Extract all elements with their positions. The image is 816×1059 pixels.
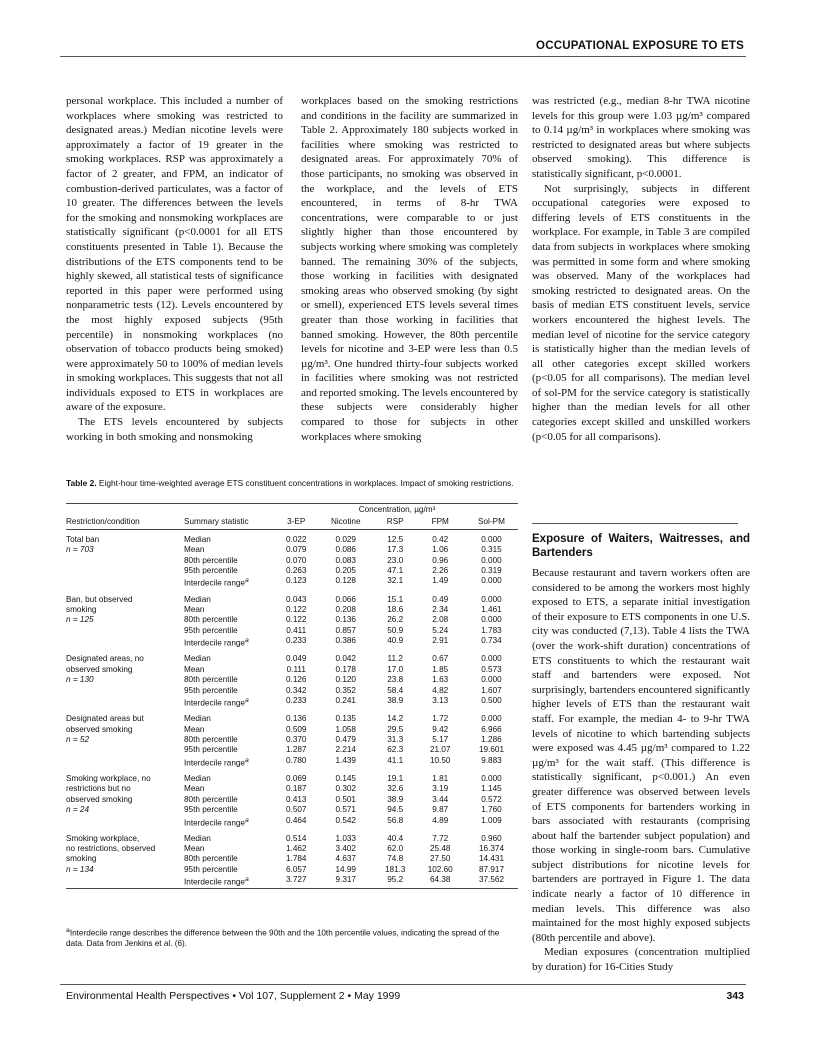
value-cell: 1.607 xyxy=(481,685,502,695)
value-cell: 1.009 xyxy=(481,815,502,825)
value-cell: 1.287 xyxy=(286,745,307,755)
value-cell: 0.136 xyxy=(286,714,307,724)
table-row xyxy=(66,805,518,815)
column-header: Summary statistic xyxy=(184,516,276,529)
value-cell: 1.81 xyxy=(432,773,449,783)
value-cell: 0.000 xyxy=(481,773,502,783)
footnote-marker: a xyxy=(245,876,249,884)
value-cell: 14.431 xyxy=(478,854,504,864)
value-cell: 1.06 xyxy=(432,545,449,555)
condition-cell: n = 134 xyxy=(66,864,94,874)
value-cell: 0.069 xyxy=(286,773,307,783)
table-row xyxy=(66,844,518,854)
value-cell: 2.214 xyxy=(335,745,356,755)
paragraph: Median exposures (concentration multiplied by duration) for 16-Cities Study xyxy=(532,946,750,974)
value-cell: 0.370 xyxy=(286,734,307,744)
value-cell: 25.48 xyxy=(429,844,451,854)
table-2 xyxy=(66,503,518,889)
value-cell: 1.286 xyxy=(481,734,502,744)
value-cell: 0.571 xyxy=(335,805,356,815)
value-cell: 74.8 xyxy=(387,854,404,864)
column-header: Sol-PM xyxy=(465,516,518,529)
value-cell: 0.000 xyxy=(481,534,502,544)
condition-cell: observed smoking xyxy=(66,794,133,804)
value-cell: 0.083 xyxy=(335,555,356,565)
footnote-text: Interdecile range describes the difference between the 90th and the 10th percentile values, indicating the spread of the data. Data from Jenkins et al. (6). xyxy=(66,928,500,949)
data-table xyxy=(66,503,518,889)
table-row xyxy=(66,675,518,685)
table-caption-text: Eight-hour time-weighted average ETS constituent concentrations in workplaces. Impact of smoking restrictions. xyxy=(98,478,514,488)
body-column-3-bottom xyxy=(532,523,750,975)
value-cell: 2.08 xyxy=(432,615,449,625)
value-cell: 0.780 xyxy=(286,755,307,765)
value-cell: 0.111 xyxy=(286,664,306,674)
value-cell: 0.572 xyxy=(481,794,502,804)
column-header: FPM xyxy=(415,516,464,529)
table-row xyxy=(66,615,518,625)
value-cell: 1.760 xyxy=(481,805,502,815)
value-cell: 0.079 xyxy=(286,545,307,555)
value-cell: 18.6 xyxy=(387,604,404,614)
condition-cell: smoking xyxy=(66,604,97,614)
table-row xyxy=(66,756,518,769)
value-cell: 0.000 xyxy=(481,594,502,604)
column-header: 3-EP xyxy=(276,516,317,529)
paragraph: was restricted (e.g., median 8-hr TWA nicotine levels for this group were 1.03 µg/m³ compared to 0.14 µg/m³ in workplaces where smoking was restricted to designated areas but where subjects observed smoking). This difference is statistically significant, p<0.0001. xyxy=(532,95,750,180)
value-cell: 0.128 xyxy=(335,576,356,586)
condition-cell: n = 24 xyxy=(66,805,89,815)
value-cell: 0.96 xyxy=(432,555,449,565)
value-cell: 1.033 xyxy=(335,833,356,843)
value-cell: 1.439 xyxy=(335,755,356,765)
value-cell: 14.2 xyxy=(387,714,404,724)
value-cell: 38.9 xyxy=(387,695,404,705)
table-row xyxy=(66,545,518,555)
condition-cell xyxy=(66,636,184,649)
value-cell: 23.0 xyxy=(387,555,404,565)
statistic-cell: Interdecile range$^a$ xyxy=(184,756,249,768)
condition-cell: smoking xyxy=(66,854,97,864)
value-cell: 0.507 xyxy=(286,805,307,815)
value-cell: 6.057 xyxy=(286,864,307,874)
value-cell: 1.462 xyxy=(286,844,307,854)
value-cell: 7.72 xyxy=(432,833,449,843)
value-cell: 0.000 xyxy=(481,555,502,565)
condition-cell: observed smoking xyxy=(66,724,133,734)
statistic-cell: Interdecile range$^a$ xyxy=(184,696,249,708)
value-cell: 0.000 xyxy=(481,714,502,724)
value-cell: 0.479 xyxy=(335,734,356,744)
statistic-cell: 95th percentile xyxy=(184,805,238,815)
value-cell: 0.319 xyxy=(481,566,502,576)
value-cell: 0.352 xyxy=(335,685,356,695)
statistic-cell: 95th percentile xyxy=(184,566,238,576)
value-cell: 1.058 xyxy=(335,724,356,734)
table-row xyxy=(66,745,518,755)
value-cell: 1.85 xyxy=(432,664,449,674)
value-cell: 0.573 xyxy=(481,664,502,674)
value-cell: 0.386 xyxy=(335,636,356,646)
table-caption xyxy=(66,478,518,489)
value-cell: 19.601 xyxy=(478,745,504,755)
value-cell: 50.9 xyxy=(387,625,404,635)
value-cell: 27.50 xyxy=(429,854,451,864)
value-cell: 62.0 xyxy=(387,844,404,854)
statistic-cell: 95th percentile xyxy=(184,625,238,635)
table-row xyxy=(66,576,518,589)
value-cell: 0.178 xyxy=(335,664,356,674)
value-cell: 3.13 xyxy=(432,695,449,705)
value-cell: 37.562 xyxy=(465,875,518,889)
statistic-cell: 95th percentile xyxy=(184,685,238,695)
value-cell: 0.205 xyxy=(335,566,356,576)
value-cell: 5.17 xyxy=(432,734,449,744)
column-header: Restriction/condition xyxy=(66,516,184,529)
value-cell: 3.402 xyxy=(335,844,356,854)
statistic-cell: Median xyxy=(184,714,211,724)
value-cell: 0.501 xyxy=(335,794,356,804)
value-cell: 0.302 xyxy=(335,784,356,794)
table-row xyxy=(66,709,518,724)
statistic-cell: 80th percentile xyxy=(184,615,238,625)
value-cell: 32.1 xyxy=(387,576,404,586)
value-cell: 0.960 xyxy=(481,833,502,843)
value-cell: 0.187 xyxy=(286,784,307,794)
value-cell: 0.49 xyxy=(432,594,449,604)
value-cell: 0.233 xyxy=(286,636,307,646)
concentration-header: Concentration, µg/m³ xyxy=(358,505,436,514)
table-row xyxy=(66,795,518,805)
value-cell: 3.19 xyxy=(432,784,449,794)
value-cell: 0.542 xyxy=(335,815,356,825)
table-row xyxy=(66,665,518,675)
footnote-marker: a xyxy=(245,637,249,645)
statistic-cell: 95th percentile xyxy=(184,745,238,755)
value-cell: 87.917 xyxy=(478,864,504,874)
value-cell: 0.241 xyxy=(335,695,356,705)
table-row xyxy=(66,566,518,576)
value-cell: 38.9 xyxy=(387,794,404,804)
value-cell: 0.043 xyxy=(286,594,307,604)
value-cell: 3.44 xyxy=(432,794,449,804)
value-cell: 0.509 xyxy=(286,724,307,734)
statistic-cell: 80th percentile xyxy=(184,734,238,744)
footnote-marker: a xyxy=(245,696,249,704)
condition-cell: Total ban xyxy=(66,534,100,544)
value-cell: 181.3 xyxy=(384,864,406,874)
value-cell: 3.727 xyxy=(276,875,317,889)
table-row xyxy=(66,735,518,745)
column-header: Nicotine xyxy=(317,516,375,529)
statistic-cell: Mean xyxy=(184,784,205,794)
table-row xyxy=(66,829,518,844)
value-cell: 0.413 xyxy=(286,794,307,804)
table-row xyxy=(66,556,518,566)
table-row xyxy=(66,816,518,829)
value-cell: 0.145 xyxy=(335,773,356,783)
value-cell: 9.317 xyxy=(317,875,375,889)
statistic-cell: Interdecile range$^a$ xyxy=(184,816,249,828)
value-cell: 0.136 xyxy=(335,615,356,625)
statistic-cell: 95th percentile xyxy=(184,864,238,874)
value-cell: 0.000 xyxy=(481,654,502,664)
statistic-cell: Median xyxy=(184,594,211,604)
value-cell: 11.2 xyxy=(387,654,403,664)
condition-cell xyxy=(66,566,184,576)
value-cell: 31.3 xyxy=(387,734,404,744)
value-cell: 0.123 xyxy=(286,576,307,586)
statistic-cell: Interdecile range$^a$ xyxy=(184,637,249,648)
value-cell: 0.263 xyxy=(286,566,307,576)
value-cell: 95.2 xyxy=(375,875,416,889)
table-row xyxy=(66,784,518,794)
condition-cell xyxy=(66,626,184,636)
statistic-cell: Interdecile range$^a$ xyxy=(184,875,276,889)
table-row xyxy=(66,725,518,735)
column-header: RSP xyxy=(375,516,416,529)
value-cell: 12.5 xyxy=(387,534,404,544)
value-cell: 0.464 xyxy=(286,815,307,825)
paragraph: Because restaurant and tavern workers often are considered to be among the workers most highly exposed to ETS, a separate initial investigation of their exposure to ETS components in one U.S. city was conducted (7,13). Table 4 lists the TWA (over the work-shift duration) concentrations of ETS constituents to which the restaurant wait staff and bartenders were exposed. Not surprisingly, bartenders encountered significantly higher levels of ETS than the restaurant wait staff. For example, the median 4- to 9-hr TWA levels of nicotine to which bartending subjects were exposed was 4.45 µg/m³ compared to 1.22 µg/m³ for the wait staff. (This difference is statistically significant, p<0.001.) An even greater difference was observed between levels of ETS components for bartenders working in bars associated with restaurants (comprising about half the bartender subject population) and those working in single-room bars. Cumulative subject distributions for nicotine levels for bartenders are portrayed in Figure 1. The data indicate nearly a factor of 10 difference in median levels. This difference was also maintained for the most highly exposed subjects (80th percentile and above). xyxy=(532,567,750,944)
paragraph: Not surprisingly, subjects in different occupational categories were exposed to differing levels of ETS constituents in the workplace. For example, in Table 3 are compiled data from subjects in workplaces where smoking was permitted in some form and where smoking was observed. Many of the workplaces had smoking restricted to designated areas. On the basis of median ETS constituent levels, service workers encountered the highest levels. The median level of nicotine for the service category is statistically higher than the median levels of all other categories except skilled workers (p<0.05 for all comparisons). The median level of sol-PM for the service category is statistically higher than the median levels for all other categories except skilled and unskilled workers (p<0.05 for all comparisons). xyxy=(532,182,750,443)
value-cell: 14.99 xyxy=(335,864,356,874)
paragraph: The ETS levels encountered by subjects working in both smoking and nonsmoking xyxy=(66,416,283,443)
value-cell: 64.38 xyxy=(415,875,464,889)
statistic-cell: Mean xyxy=(184,545,205,555)
value-cell: 1.145 xyxy=(481,784,502,794)
table-row xyxy=(66,626,518,636)
value-cell: 58.4 xyxy=(387,685,404,695)
condition-cell xyxy=(66,556,184,566)
value-cell: 16.374 xyxy=(478,844,504,854)
value-cell: 0.734 xyxy=(481,636,502,646)
value-cell: 0.042 xyxy=(335,654,356,664)
table-row xyxy=(66,875,518,889)
value-cell: 2.26 xyxy=(432,566,449,576)
table-row xyxy=(66,605,518,615)
value-cell: 26.2 xyxy=(387,615,404,625)
value-cell: 0.029 xyxy=(335,534,356,544)
value-cell: 15.1 xyxy=(387,594,404,604)
value-cell: 0.066 xyxy=(335,594,356,604)
value-cell: 2.91 xyxy=(432,636,449,646)
table-row xyxy=(66,769,518,784)
value-cell: 23.8 xyxy=(387,675,404,685)
statistic-cell: 80th percentile xyxy=(184,794,238,804)
condition-cell xyxy=(66,875,184,889)
table-row xyxy=(66,854,518,864)
footnote-marker: a xyxy=(66,927,70,934)
condition-cell: restrictions but no xyxy=(66,784,131,794)
value-cell: 0.070 xyxy=(286,555,307,565)
value-cell: 0.022 xyxy=(286,534,307,544)
value-cell: 47.1 xyxy=(387,566,404,576)
value-cell: 0.049 xyxy=(286,654,307,664)
condition-cell: Designated areas, no xyxy=(66,654,144,664)
condition-cell: n = 52 xyxy=(66,734,89,744)
footer-rule xyxy=(60,984,746,985)
condition-cell: Designated areas but xyxy=(66,714,144,724)
paragraph: personal workplace. This included a number of workplaces where smoking was restricted to designated areas.) Median nicotine levels were approximately a factor of 19 greater in the smoking workplaces. RSP was approximately a factor of 2 greater, and FPM, an indicator of combustion-derived particulates, was a factor of 10 greater. The differences between the levels for the smoking and nonsmoking workplaces are statistically significant (p<0.0001 for all ETS constituents presented in Table 1). Because the distributions of the ETS components tend to be highly skewed, all statistical tests of significance reported in this paper were performed using nonparametric tests (12). Levels encountered by the most highly exposed subjects (95th percentile) in nonsmoking workplaces (no observation of tobacco products being smoked) were approximately 50 to 100% of median levels in smoking workplaces. This suggests that not all individuals exposed to ETS in workplaces are aware of the exposure. xyxy=(66,95,283,414)
body-column-3-top xyxy=(532,94,750,444)
statistic-cell: 80th percentile xyxy=(184,555,238,565)
value-cell: 4.89 xyxy=(432,815,449,825)
body-column-1 xyxy=(66,94,283,444)
condition-cell: n = 130 xyxy=(66,675,94,685)
table-row xyxy=(66,865,518,875)
value-cell: 5.24 xyxy=(432,625,449,635)
value-cell: 9.42 xyxy=(432,724,449,734)
condition-cell: Ban, but observed xyxy=(66,594,133,604)
section-heading: Exposure of Waiters, Waitresses, and Bartenders xyxy=(532,533,750,559)
table-footnote xyxy=(66,926,518,950)
value-cell: 29.5 xyxy=(387,724,404,734)
value-cell: 41.1 xyxy=(387,755,404,765)
value-cell: 0.126 xyxy=(286,675,307,685)
statistic-cell: Mean xyxy=(184,604,205,614)
value-cell: 19.1 xyxy=(387,773,404,783)
value-cell: 1.72 xyxy=(432,714,449,724)
value-cell: 0.000 xyxy=(481,615,502,625)
journal-footer: Environmental Health Perspectives • Vol 107, Supplement 2 • May 1999 xyxy=(66,990,401,1002)
condition-cell xyxy=(66,816,184,829)
condition-cell: Smoking workplace, xyxy=(66,833,140,843)
condition-cell: observed smoking xyxy=(66,664,133,674)
statistic-cell: 80th percentile xyxy=(184,854,238,864)
statistic-cell: Median xyxy=(184,534,211,544)
section-rule xyxy=(532,523,738,524)
condition-cell xyxy=(66,576,184,589)
value-cell: 0.67 xyxy=(432,654,449,664)
paragraph: workplaces based on the smoking restrictions and conditions in the facility are summarized in Table 2. Approximately 180 subjects worked in facilities where smoking was restricted to designated areas. For approximately 70% of those participants, no smoking was observed in the workplace, and the levels of ETS encountered, in terms of 8-hr TWA concentrations, were comparable to or just slightly higher than those encountered by subjects working where smoking was completely banned. The remaining 30% of the subjects, those working in facilities with designated smoking areas who observed smoking (by sight or smell), experienced ETS levels several times greater than those working in facilities that banned smoking. However, the 80th percentile levels for nicotine and 3-EP were less than 0.5 µg/m³. One hundred thirty-four subjects worked in facilities where smoking was not restricted and reported smoking. The levels encountered by these subjects were considerably higher compared to those for subjects in other workplaces where smoking xyxy=(301,95,518,443)
table-row xyxy=(66,590,518,605)
condition-cell xyxy=(66,745,184,755)
value-cell: 9.87 xyxy=(432,805,449,815)
table-row xyxy=(66,649,518,664)
condition-cell: no restrictions, observed xyxy=(66,844,156,854)
footnote-marker: a xyxy=(245,577,249,585)
value-cell: 62.3 xyxy=(387,745,404,755)
table-label: Table 2. xyxy=(66,478,97,488)
value-cell: 2.34 xyxy=(432,604,449,614)
value-cell: 10.50 xyxy=(429,755,451,765)
page-number: 343 xyxy=(726,990,744,1002)
value-cell: 0.208 xyxy=(335,604,356,614)
table-row xyxy=(66,529,518,545)
value-cell: 0.514 xyxy=(286,833,307,843)
condition-cell xyxy=(66,686,184,696)
value-cell: 17.3 xyxy=(387,545,404,555)
value-cell: 21.07 xyxy=(429,745,451,755)
value-cell: 1.461 xyxy=(481,604,502,614)
value-cell: 56.8 xyxy=(387,815,404,825)
value-cell: 0.086 xyxy=(335,545,356,555)
value-cell: 0.000 xyxy=(481,675,502,685)
value-cell: 32.6 xyxy=(387,784,404,794)
value-cell: 0.120 xyxy=(335,675,356,685)
footnote-marker: a xyxy=(245,816,249,824)
statistic-cell: Mean xyxy=(184,844,205,854)
value-cell: 0.122 xyxy=(286,615,307,625)
value-cell: 0.122 xyxy=(286,604,307,614)
statistic-cell: 80th percentile xyxy=(184,675,238,685)
statistic-cell: Median xyxy=(184,654,211,664)
value-cell: 102.60 xyxy=(427,864,453,874)
value-cell: 0.500 xyxy=(481,695,502,705)
header-rule xyxy=(60,56,746,57)
value-cell: 0.857 xyxy=(335,625,356,635)
value-cell: 0.233 xyxy=(286,695,307,705)
value-cell: 1.783 xyxy=(481,625,502,635)
condition-cell xyxy=(66,756,184,769)
value-cell: 9.883 xyxy=(481,755,502,765)
value-cell: 0.315 xyxy=(481,545,502,555)
value-cell: 6.966 xyxy=(481,724,502,734)
value-cell: 40.4 xyxy=(387,833,404,843)
value-cell: 4.637 xyxy=(335,854,356,864)
value-cell: 1.49 xyxy=(432,576,449,586)
statistic-cell: Mean xyxy=(184,664,205,674)
condition-cell xyxy=(66,696,184,709)
table-row xyxy=(66,696,518,709)
statistic-cell: Mean xyxy=(184,724,205,734)
body-column-2 xyxy=(301,94,518,444)
condition-cell: n = 125 xyxy=(66,615,94,625)
table-row xyxy=(66,636,518,649)
value-cell: 17.0 xyxy=(387,664,404,674)
statistic-cell: Median xyxy=(184,773,211,783)
value-cell: 0.42 xyxy=(432,534,449,544)
value-cell: 1.63 xyxy=(432,675,449,685)
running-header: OCCUPATIONAL EXPOSURE TO ETS xyxy=(536,40,744,52)
statistic-cell: Median xyxy=(184,833,211,843)
value-cell: 40.9 xyxy=(387,636,404,646)
statistic-cell: Interdecile range$^a$ xyxy=(184,577,249,589)
value-cell: 1.784 xyxy=(286,854,307,864)
value-cell: 0.000 xyxy=(481,576,502,586)
value-cell: 0.135 xyxy=(335,714,356,724)
value-cell: 4.82 xyxy=(432,685,449,695)
value-cell: 94.5 xyxy=(387,805,404,815)
condition-cell: Smoking workplace, no xyxy=(66,773,151,783)
footnote-marker: a xyxy=(245,756,249,764)
table-row xyxy=(66,686,518,696)
value-cell: 0.342 xyxy=(286,685,307,695)
value-cell: 0.411 xyxy=(286,625,307,635)
condition-cell: n = 703 xyxy=(66,545,94,555)
